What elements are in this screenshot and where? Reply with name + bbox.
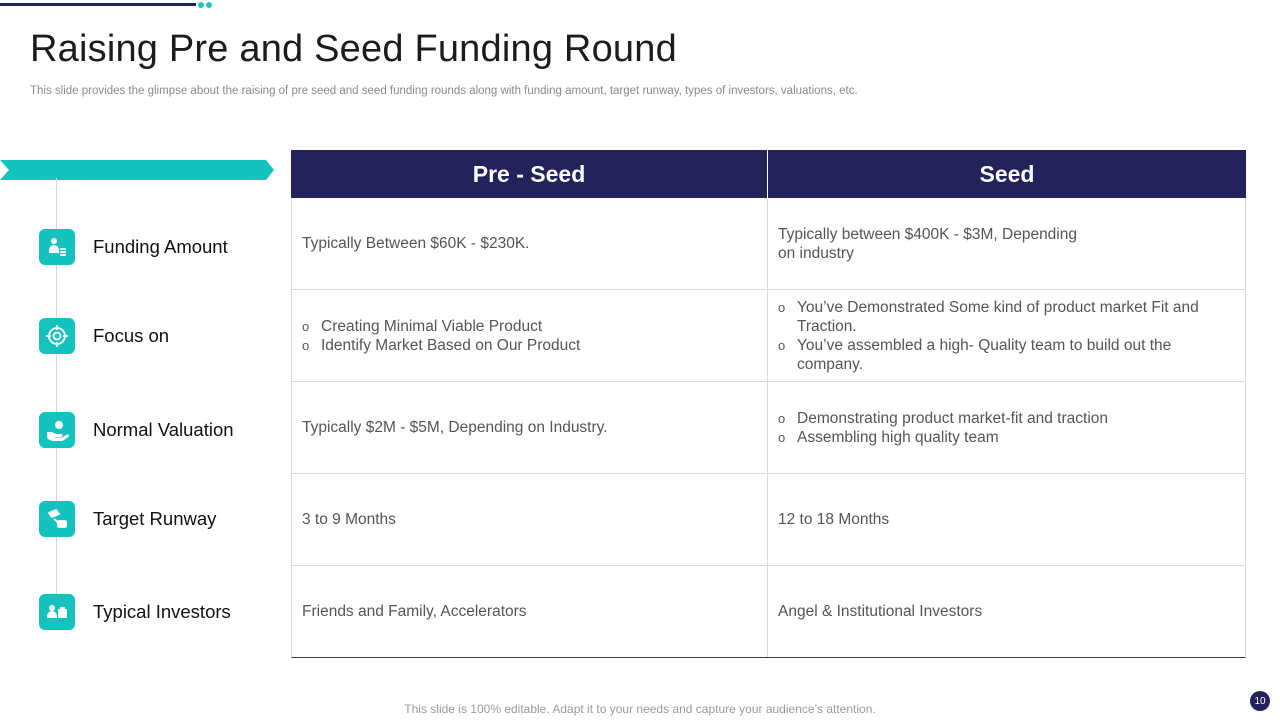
list-item — [778, 336, 1233, 374]
sidebar-item-label: Target Runway — [93, 508, 217, 529]
sidebar-item-focus-on — [39, 318, 169, 354]
cell-text: Typically between $400K - $3M, Depending on industry — [778, 225, 1077, 262]
column-header-seed: Seed — [979, 160, 1035, 187]
list-item — [778, 298, 1233, 336]
page-subtitle: This slide provides the glimpse about the raising of pre seed and seed funding rounds along with funding amount, target runway, types of investors, valuations, etc. — [30, 85, 858, 97]
list-item-text: Demonstrating product market-fit and traction — [797, 409, 1108, 427]
cell-text: 12 to 18 Months — [778, 511, 890, 528]
bullet-icon: o — [302, 318, 310, 334]
sidebar-item-label: Normal Valuation — [93, 419, 234, 440]
bullet-icon: o — [778, 429, 786, 445]
table-row-typical-investors — [291, 566, 1246, 658]
sidebar-item-typical-investors — [39, 594, 231, 630]
table-header-row — [291, 150, 1246, 198]
table-cell — [768, 198, 1245, 289]
funding-amount-icon — [39, 229, 75, 265]
table-row-target-runway — [291, 474, 1246, 566]
list-item-text: You’ve Demonstrated Some kind of product market Fit and Traction. — [797, 298, 1199, 335]
sidebar-item-funding-amount — [39, 229, 228, 265]
list-item-text: Assembling high quality team — [797, 428, 999, 446]
table-row-funding-amount — [291, 198, 1246, 290]
top-accent-line — [0, 3, 196, 6]
list-item — [302, 336, 580, 355]
list-item — [778, 428, 1108, 447]
page-number-badge: 10 — [1250, 691, 1270, 711]
table-row-focus-on — [291, 290, 1246, 382]
bullet-list — [778, 298, 1233, 374]
cell-text: Typically $2M - $5M, Depending on Industry. — [302, 419, 608, 436]
cell-text: Angel & Institutional Investors — [778, 603, 983, 620]
investors-icon — [39, 594, 75, 630]
top-accent-dot — [206, 2, 212, 8]
valuation-hand-icon — [39, 412, 75, 448]
table-cell — [768, 290, 1245, 381]
page-title: Raising Pre and Seed Funding Round — [30, 28, 677, 70]
sidebar-item-label: Funding Amount — [93, 236, 228, 257]
table-cell — [292, 198, 768, 289]
sidebar-item-target-runway — [39, 501, 216, 537]
column-header-pre-seed: Pre - Seed — [291, 150, 768, 198]
list-item — [302, 317, 580, 336]
sidebar-item-label: Focus on — [93, 325, 170, 346]
teal-arrow-banner — [0, 160, 274, 180]
table-cell — [768, 382, 1245, 473]
bullet-list — [778, 409, 1108, 447]
sidebar-item-label: Typical Investors — [93, 601, 231, 622]
bullet-icon: o — [778, 410, 786, 426]
list-item — [778, 409, 1108, 428]
table-cell — [768, 566, 1245, 657]
bullet-icon: o — [302, 337, 310, 353]
cell-text: Friends and Family, Accelerators — [302, 603, 527, 620]
table-cell — [292, 474, 768, 565]
cell-text: 3 to 9 Months — [302, 511, 396, 528]
top-accent-dot — [198, 2, 204, 8]
bullet-icon: o — [778, 337, 786, 353]
cell-text: Typically Between $60K - $230K. — [302, 235, 530, 252]
list-item-text: Creating Minimal Viable Product — [321, 317, 543, 335]
list-item-text: Identify Market Based on Our Product — [321, 336, 581, 354]
table-cell — [292, 382, 768, 473]
funding-comparison-table — [291, 150, 1246, 658]
table-cell — [768, 474, 1245, 565]
runway-icon — [39, 501, 75, 537]
list-item-text: You’ve assembled a high- Quality team to build out the company. — [797, 336, 1172, 373]
table-cell — [292, 290, 768, 381]
bullet-icon: o — [778, 299, 786, 315]
target-icon — [39, 318, 75, 354]
table-cell — [292, 566, 768, 657]
footer-note: This slide is 100% editable. Adapt it to your needs and capture your audience’s attention. — [404, 702, 876, 716]
table-row-normal-valuation — [291, 382, 1246, 474]
bullet-list — [302, 317, 580, 355]
sidebar-item-normal-valuation — [39, 412, 234, 448]
